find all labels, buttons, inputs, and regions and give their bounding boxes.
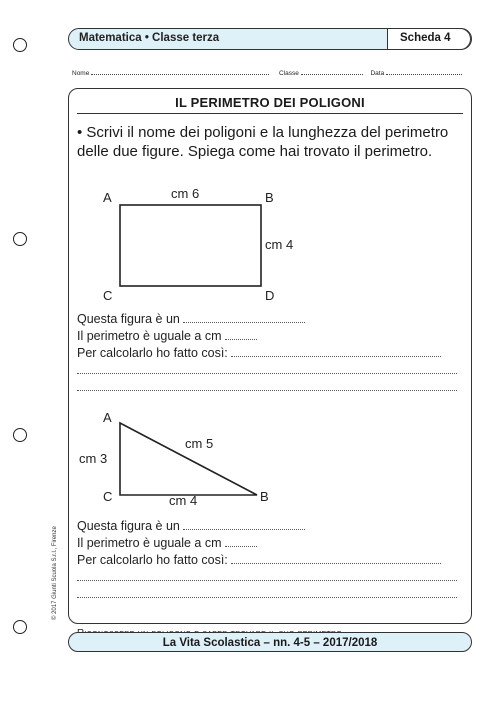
q1-perimeter-label: Il perimetro è uguale a cm [77, 329, 222, 343]
q2-method-answer[interactable] [231, 552, 441, 564]
tri-vertex-b: B [260, 489, 269, 504]
sheet-label: Scheda 4 [400, 31, 451, 44]
tri-left-length: cm 3 [79, 451, 108, 466]
punch-hole-2 [13, 232, 27, 246]
name-field[interactable] [91, 68, 269, 75]
q2-perimeter-answer[interactable] [225, 535, 257, 547]
name-row [72, 68, 472, 77]
tri-bottom-length: cm 4 [169, 493, 198, 508]
class-field[interactable] [301, 68, 363, 75]
worksheet-frame [68, 88, 472, 624]
punch-hole-3 [13, 428, 27, 442]
date-field[interactable] [386, 68, 462, 75]
q2-method-line-2[interactable] [77, 569, 457, 581]
rect-vertex-b: B [265, 190, 274, 205]
q2-method-label: Per calcolarlo ho fatto così: [77, 553, 228, 567]
name-label: Nome [72, 70, 90, 77]
worksheet-title: IL PERIMETRO DEI POLIGONI [175, 95, 365, 110]
q2-figure-answer[interactable] [183, 518, 305, 530]
rect-vertex-a: A [103, 190, 112, 205]
header-bar [68, 28, 472, 50]
q2-figure-label: Questa figura è un [77, 519, 180, 533]
rect-top-length: cm 6 [171, 186, 200, 201]
rect-vertex-c: C [103, 288, 113, 303]
q2-method-line-3[interactable] [77, 586, 457, 598]
copyright-text: © 2017 Giunti Scuola S.r.l., Firenze [52, 526, 58, 620]
questions-block-2 [77, 518, 463, 603]
tri-vertex-a: A [103, 410, 112, 425]
tri-vertex-c: C [103, 489, 113, 504]
q1-figure-label: Questa figura è un [77, 312, 180, 326]
q2-perimeter-label: Il perimetro è uguale a cm [77, 536, 222, 550]
class-label: Classe [278, 70, 299, 77]
footer-bar [68, 632, 472, 652]
rect-right-length: cm 4 [265, 237, 294, 252]
date-label: Data [370, 70, 385, 77]
sheet-badge [387, 28, 471, 50]
punch-hole-1 [13, 38, 27, 52]
rect-vertex-d: D [265, 288, 275, 303]
instruction-text: • Scrivi il nome dei poligoni e la lunghezza del perimetro delle due figure. Spiega come hai trovato il perimetro. [77, 124, 449, 160]
q1-method-label: Per calcolarlo ho fatto così: [77, 346, 228, 360]
subject-label: Matematica • Classe terza [79, 32, 220, 44]
footer-text: La Vita Scolastica – nn. 4-5 – 2017/2018 [162, 637, 378, 649]
punch-hole-4 [13, 620, 27, 634]
tri-hyp-length: cm 5 [185, 436, 214, 451]
